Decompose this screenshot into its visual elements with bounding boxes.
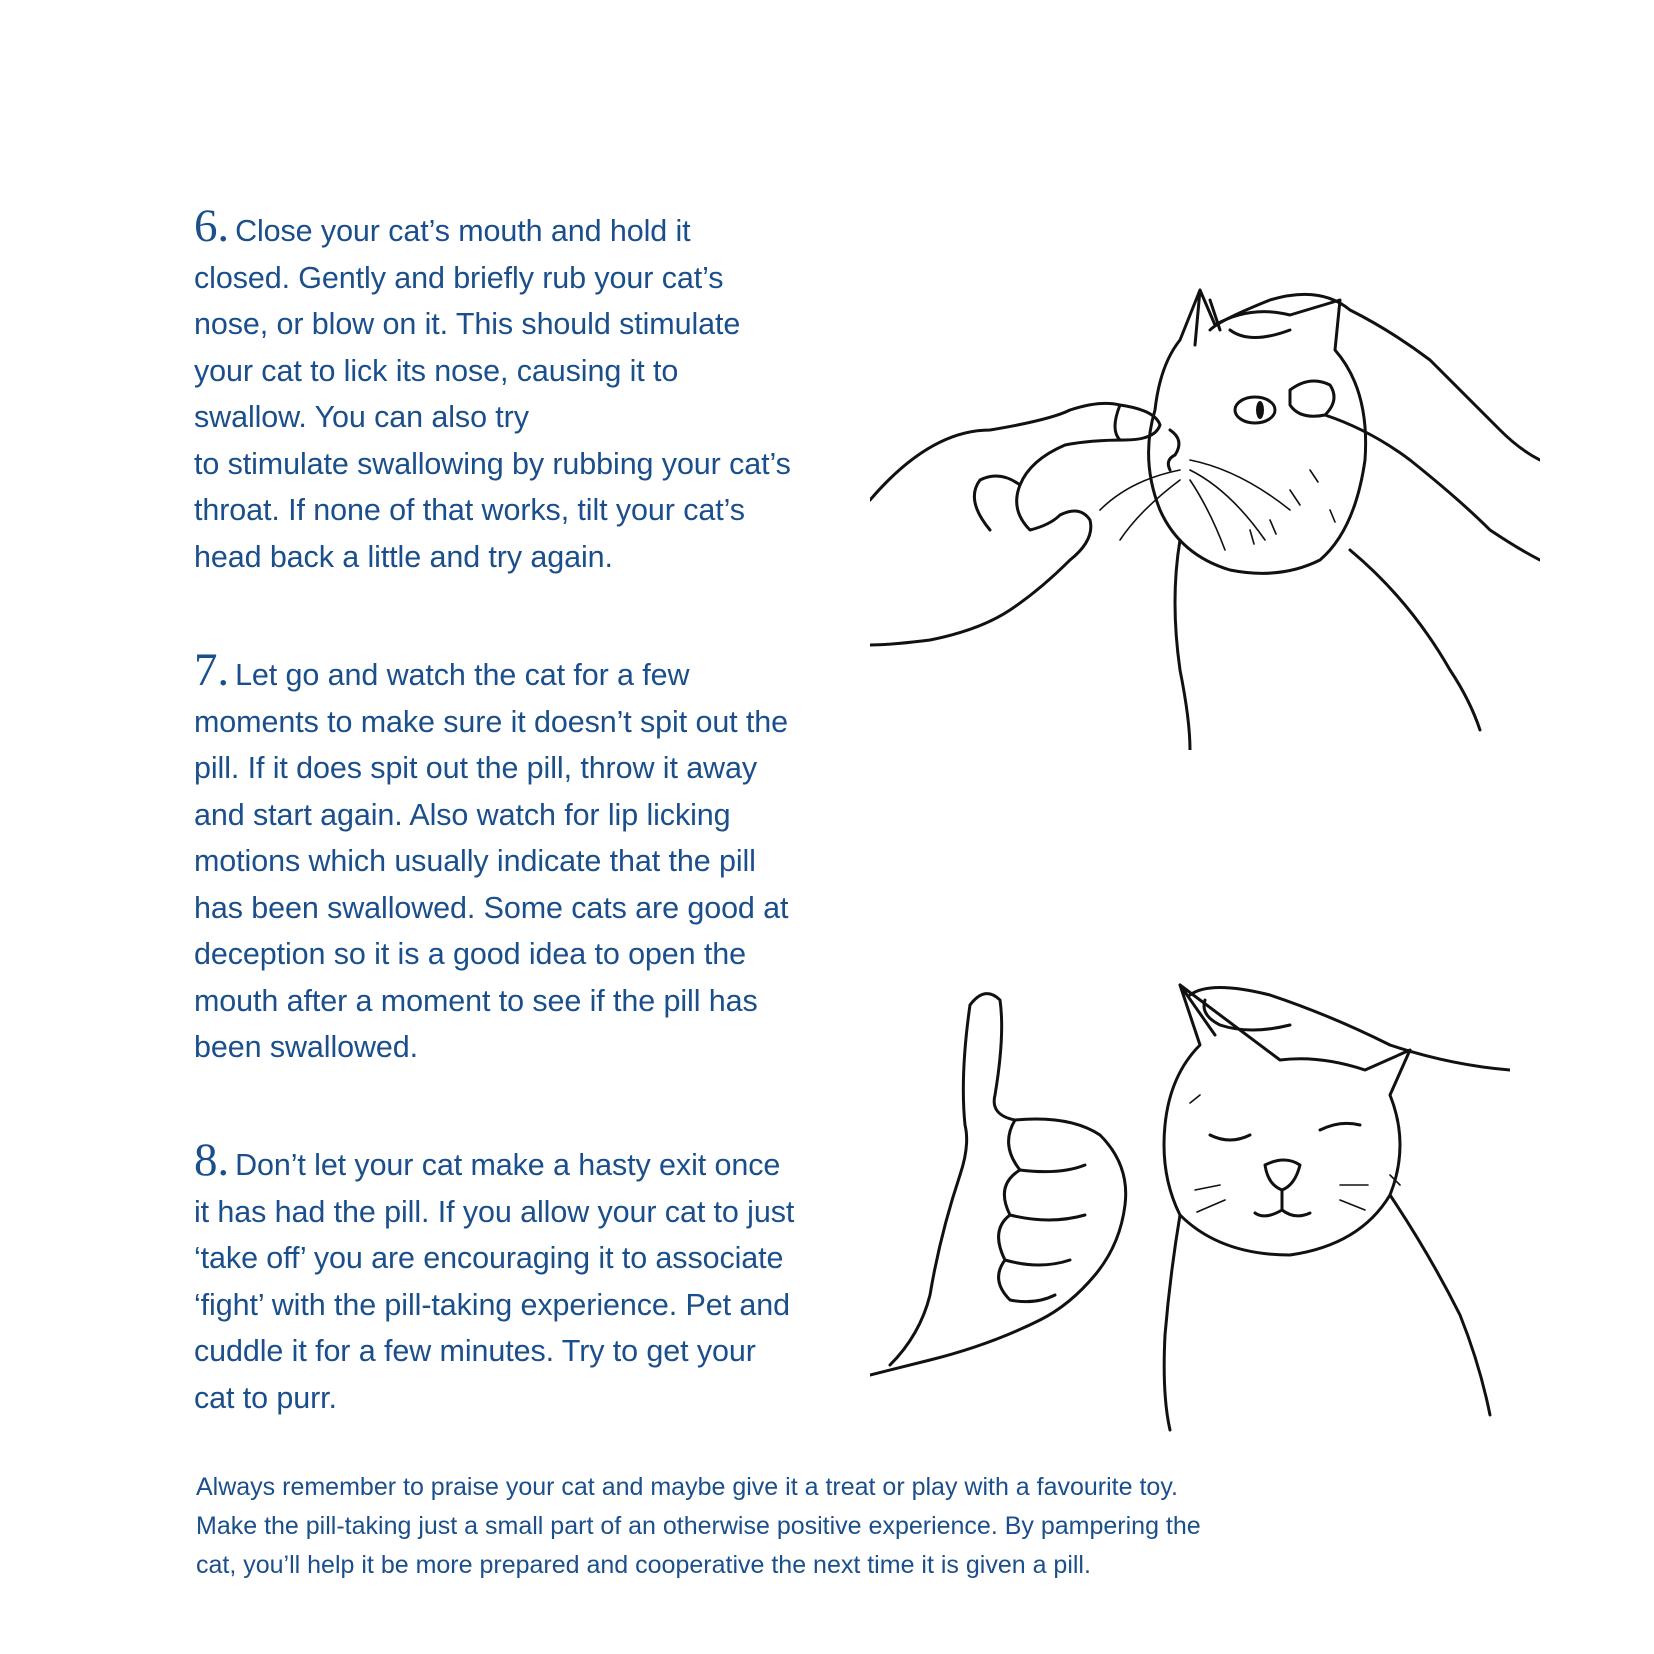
step-8-line-1: 8. Don’t let your cat make a hasty exit once	[194, 1134, 781, 1186]
step-8-line-5: cuddle it for a few minutes. Try to get your	[194, 1334, 756, 1368]
step-6-line-5: swallow. You can also try	[194, 400, 529, 434]
step-6-line-1: 6. Close your cat’s mouth and hold it	[194, 200, 691, 252]
step-7-line-4: and start again. Also watch for lip licking	[194, 797, 731, 832]
step-7-line-5: motions which usually indicate that the pill	[194, 844, 756, 878]
step-8	[194, 1134, 874, 1421]
cat-thumbs-up-illustration	[870, 975, 1510, 1435]
step-6-number: 6.	[194, 200, 230, 252]
step-6-line-2: closed. Gently and briefly rub your cat’s	[194, 260, 724, 295]
step-8-line-3: ‘take off’ you are encouraging it to associate	[194, 1241, 784, 1275]
step-6-line-7: throat. If none of that works, tilt your cat’s	[194, 493, 745, 527]
step-7-line-9: been swallowed.	[194, 1030, 419, 1064]
step-8-line-6: cat to purr.	[194, 1380, 337, 1415]
cat-thumbs-up-drawing	[870, 975, 1510, 1435]
step-7-line-8: mouth after a moment to see if the pill has	[194, 983, 758, 1018]
closing-note	[196, 1468, 1396, 1585]
cat-mouth-hold-illustration	[870, 270, 1540, 750]
step-7-line-3: pill. If it does spit out the pill, throw it away	[194, 751, 757, 785]
step-8-line-4: ‘fight’ with the pill-taking experience. Pet and	[194, 1287, 790, 1322]
step-6	[194, 200, 874, 580]
step-7-line-6: has been swallowed. Some cats are good at	[194, 890, 789, 925]
step-8-number: 8.	[194, 1134, 230, 1186]
step-7-line-1: 7. Let go and watch the cat for a few	[194, 644, 690, 696]
step-6-line-4: your cat to lick its nose, causing it to	[194, 353, 679, 388]
closing-note-line-1: Always remember to praise your cat and maybe give it a treat or play with a favourite toy.	[196, 1473, 1178, 1501]
step-8-line-2: it has had the pill. If you allow your cat to just	[194, 1194, 795, 1229]
step-7-line-2: moments to make sure it doesn’t spit out the	[194, 704, 789, 739]
step-7-number: 7.	[194, 644, 230, 696]
step-6-line-6: to stimulate swallowing by rubbing your cat’s	[194, 446, 791, 481]
closing-note-line-2: Make the pill-taking just a small part of an otherwise positive experience. By pampering the	[196, 1512, 1201, 1540]
cat-mouth-hold-drawing	[870, 270, 1540, 750]
closing-note-line-3: cat, you’ll help it be more prepared and cooperative the next time it is given a pill.	[196, 1551, 1091, 1579]
step-6-line-8: head back a little and try again.	[194, 539, 613, 574]
step-7	[194, 644, 874, 1071]
step-7-line-7: deception so it is a good idea to open the	[194, 937, 746, 971]
step-6-line-3: nose, or blow on it. This should stimulate	[194, 307, 741, 341]
